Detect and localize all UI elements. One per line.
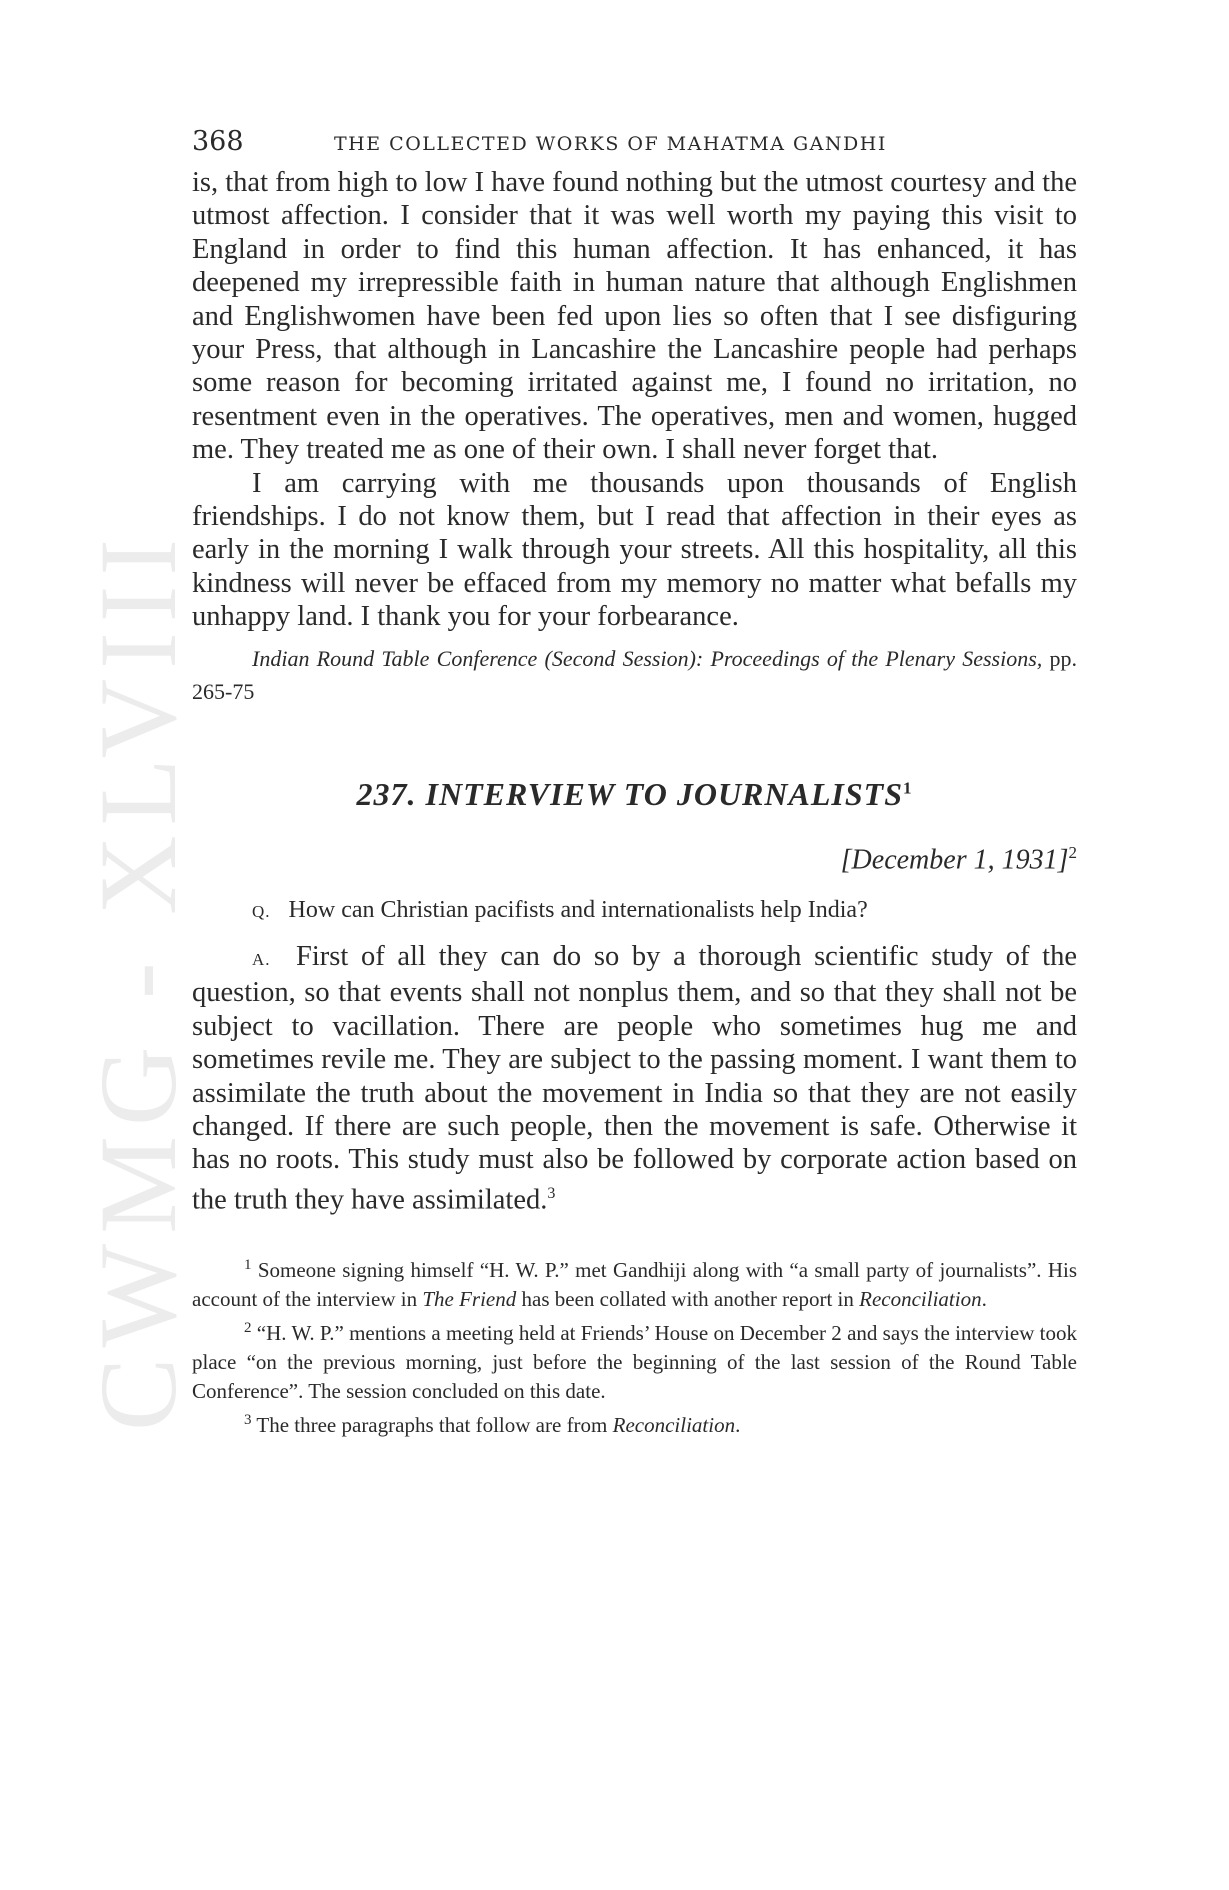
footnote — [192, 1406, 1077, 1440]
footnote-text: Someone signing himself “H. W. P.” met Gandhiji along with “a small party of journalists”. His account of the interview in — [192, 1257, 1078, 1311]
footnote — [192, 1251, 1077, 1314]
page — [192, 126, 1077, 1440]
answer-note-ref: 3 — [547, 1184, 556, 1202]
source-title: Indian Round Table Conference (Second Session): Proceedings of the Plenary Sessions, — [252, 645, 1043, 671]
question-text: How can Christian pacifists and internationalists help India? — [288, 897, 868, 924]
running-head — [192, 126, 1077, 166]
paragraph-friendships: I am carrying with me thousands upon thousands of English friendships. I do not know them, but I read that affection in their eyes as early in the morning I walk through your streets. All this hospitality, all this kindness will never be effaced from my memory no matter what befalls my unhappy land. I thank you for your forbearance. — [192, 467, 1077, 633]
running-title: THE COLLECTED WORKS OF MAHATMA GANDHI — [334, 133, 887, 155]
page-number: 368 — [192, 126, 244, 157]
paragraph-continued: is, that from high to low I have found nothing but the utmost courtesy and the utmost affection. I consider that it was well worth my paying this visit to England in order to find this human affection. It has enhanced, it has deepened my irrepressible faith in human nature that although Englishmen and Englishwomen have been fed upon lies so often that I see disfiguring your Press, that although in Lancashire the Lancashire people had perhaps some reason for becoming irritated against me, I found no irritation, no resentment even in the operatives. The operatives, men and women, hugged me. They treated me as one of their own. I shall never forget that. — [192, 167, 1077, 466]
footnote-text: “H. W. P.” mentions a meeting held at Friends’ House on December 2 and says the interview took place “on the previous morning, just before the beginning of the last session of the Round Table Conference”. The session concluded on this date. — [192, 1320, 1077, 1403]
answer-marker: A. — [252, 950, 271, 970]
footnote-italic: The Friend — [422, 1286, 517, 1311]
footnote — [192, 1314, 1077, 1406]
source-pages: pp. 265-75 — [192, 645, 1077, 704]
footnote-text: . — [735, 1412, 741, 1437]
footnote-text: has been collated with another report in — [516, 1286, 860, 1311]
footnote-number: 2 — [244, 1319, 252, 1336]
section-title — [192, 776, 1077, 813]
footnote-italic: Reconciliation — [612, 1412, 736, 1437]
footnote-italic: Reconciliation — [859, 1286, 982, 1311]
section-title-text: 237. INTERVIEW TO JOURNALISTS — [356, 775, 903, 812]
footnote-number: 3 — [244, 1411, 252, 1428]
footnotes — [192, 1251, 1077, 1440]
answer — [192, 940, 1077, 1217]
source-citation — [192, 642, 1077, 708]
footnote-text: . — [981, 1286, 987, 1311]
footnote-text: The three paragraphs that follow are from — [256, 1412, 613, 1437]
answer-text: First of all they can do so by a thorough scientific study of the question, so that events shall not nonplus them, and so that they shall not be subject to vacillation. There are people who sometimes hug me and sometimes revile me. They are subject to the passing moment. I want them to assimilate the truth about the movement in India so that they are not easily changed. If there are such people, then the movement is safe. Otherwise it has no roots. This study must also be followed by corporate action based on the truth they have assimilated. — [192, 941, 1078, 1216]
footnote-number: 1 — [244, 1256, 252, 1273]
date-note-ref: 2 — [1068, 842, 1077, 862]
section-title-note-ref: 1 — [902, 778, 913, 798]
question — [192, 894, 1077, 928]
date-text: [December 1, 1931] — [840, 844, 1069, 876]
question-marker: Q. — [252, 902, 271, 922]
date-line — [192, 843, 1077, 876]
watermark: CWMG - XLVIII — [77, 529, 199, 1431]
